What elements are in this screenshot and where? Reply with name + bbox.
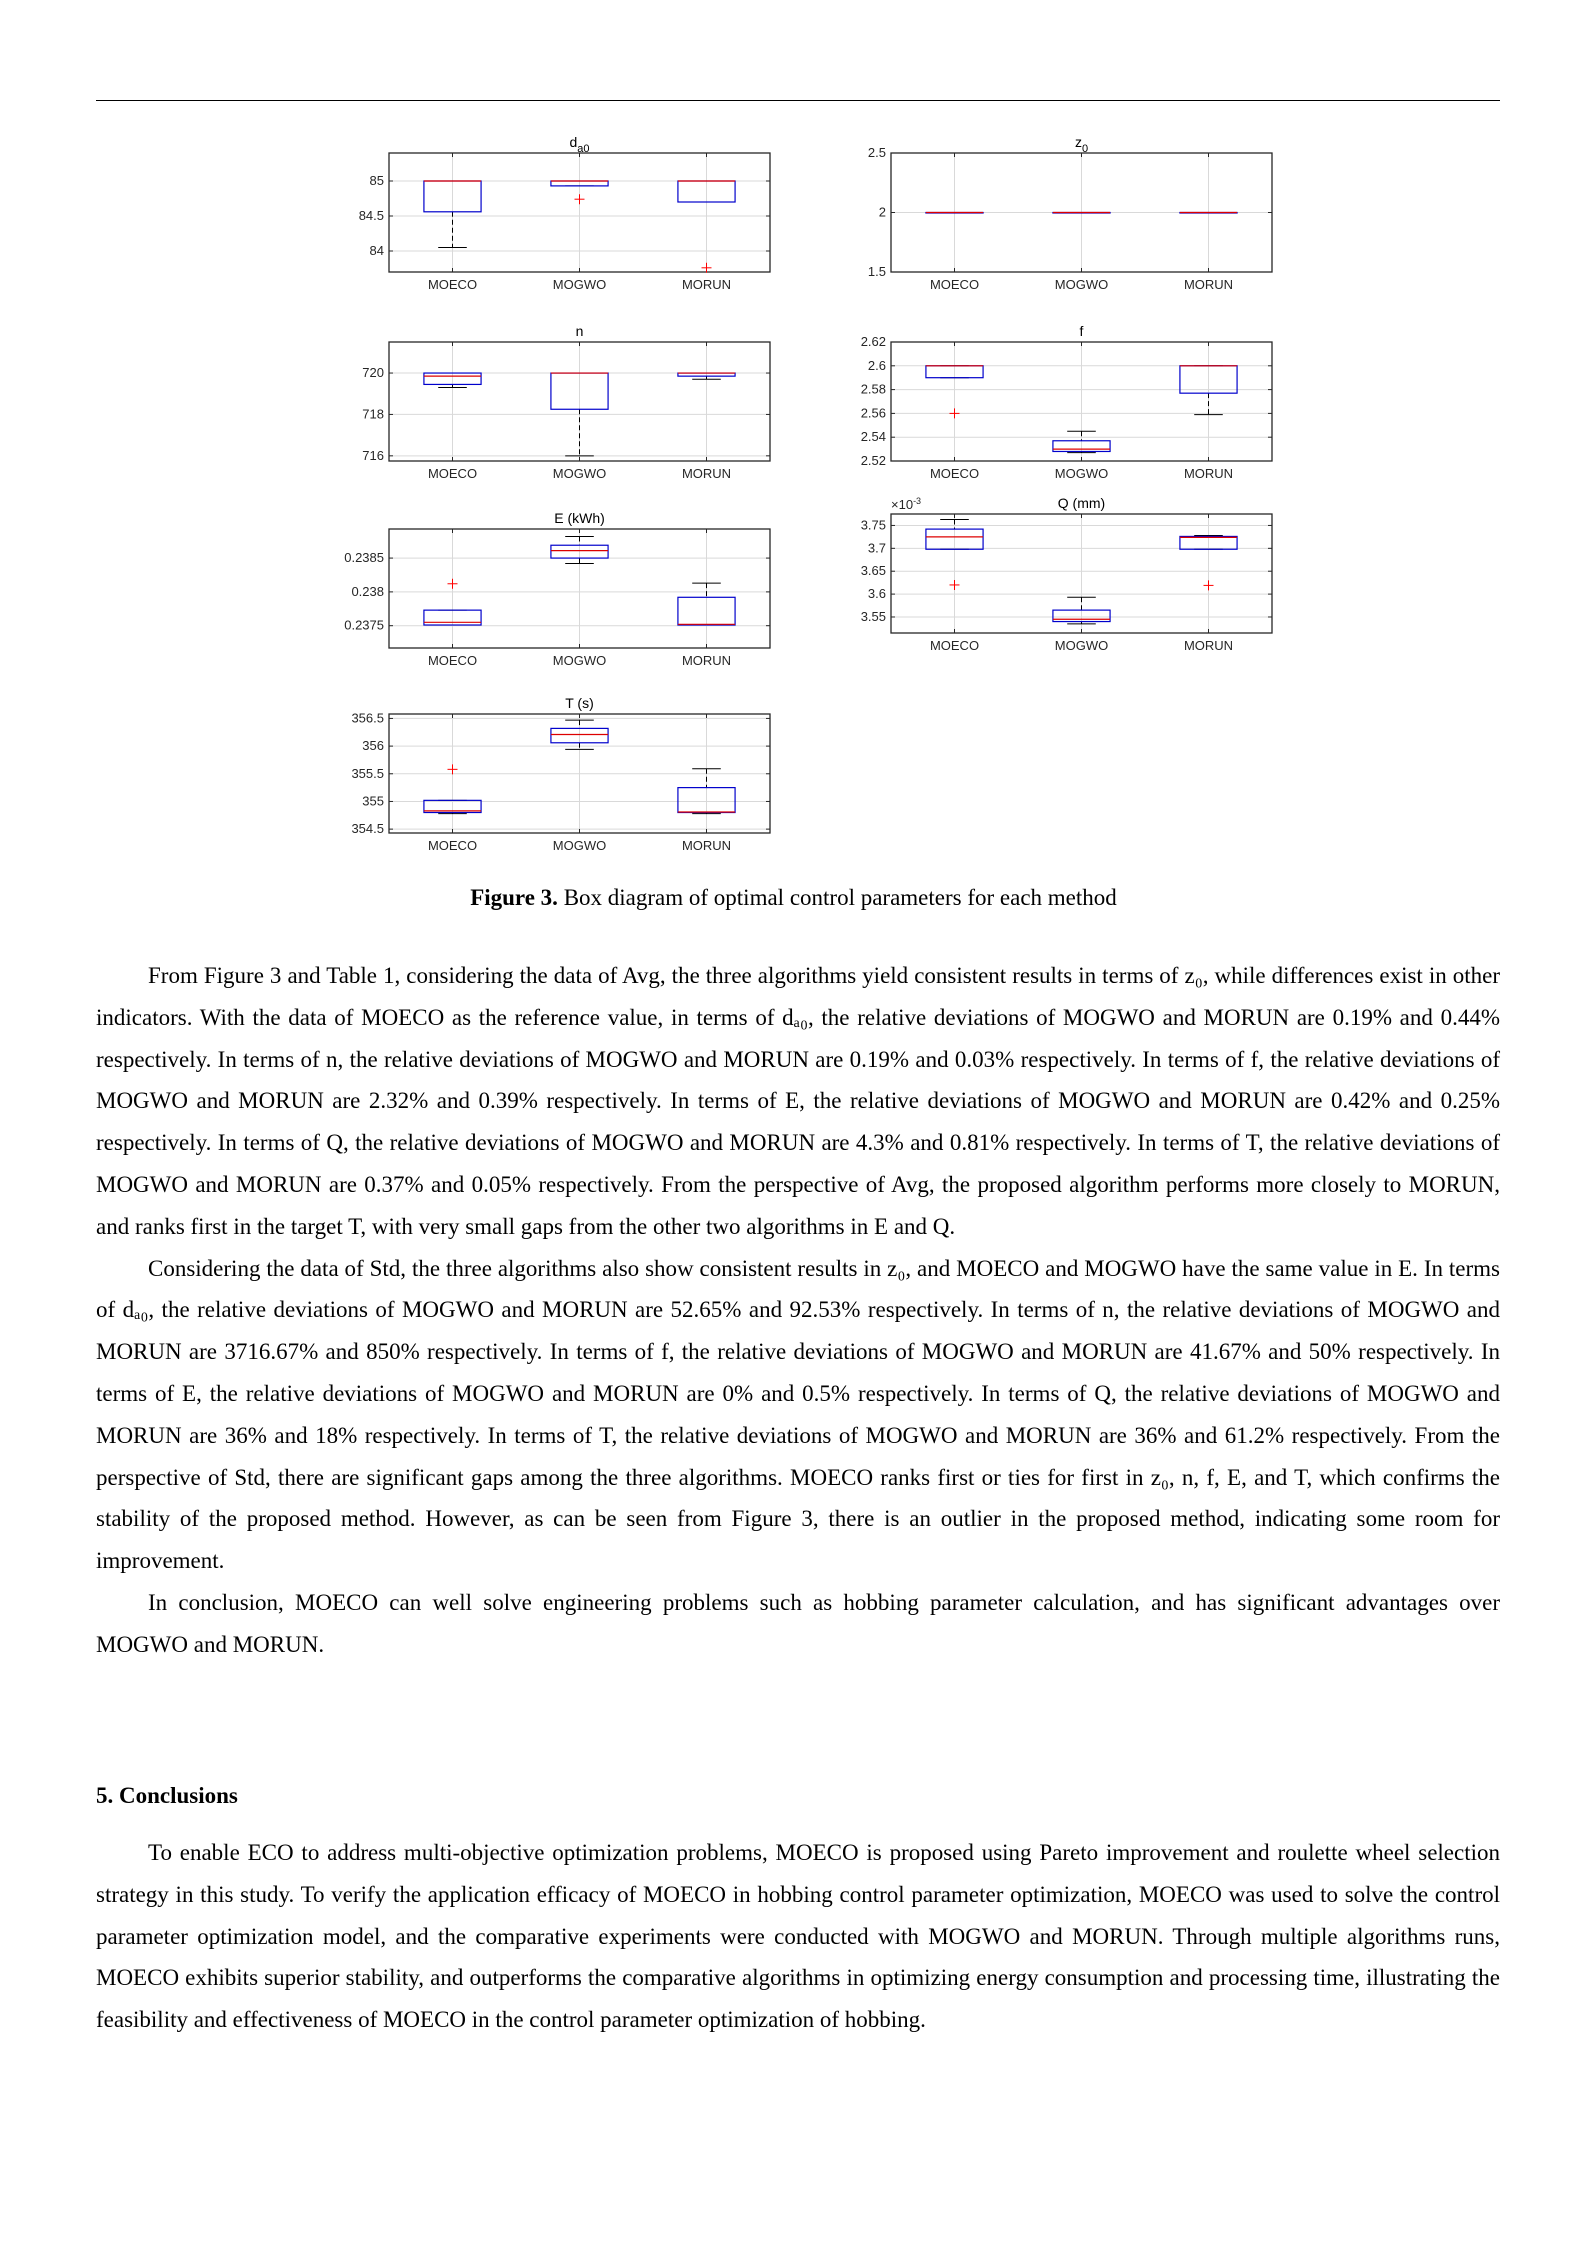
figure-label: Figure 3. (470, 885, 558, 910)
svg-text:2: 2 (878, 204, 886, 220)
svg-text:355.5: 355.5 (351, 765, 384, 781)
svg-text:n: n (575, 323, 584, 339)
svg-text:354.5: 354.5 (351, 821, 384, 837)
svg-text:MORUN: MORUN (681, 466, 732, 481)
figure-caption (0, 885, 1587, 911)
svg-text:3.55: 3.55 (860, 608, 886, 624)
svg-text:2.5: 2.5 (867, 145, 886, 160)
svg-text:0.2385: 0.2385 (344, 550, 384, 566)
svg-text:z0: $z_0$ (1074, 134, 1089, 155)
svg-text:MOGWO: MOGWO (552, 466, 607, 481)
svg-text:MOGWO: MOGWO (552, 838, 607, 853)
results-discussion (96, 955, 1500, 1666)
svg-text:2.6: 2.6 (867, 357, 886, 373)
boxplot-n (362, 323, 770, 491)
svg-text:356: 356 (362, 738, 384, 754)
svg-text:85: 85 (369, 173, 384, 188)
boxplot-E (344, 510, 770, 678)
svg-text:MORUN: MORUN (1183, 466, 1234, 481)
svg-text:MOGWO: MOGWO (1054, 638, 1109, 653)
boxplot-T (351, 695, 770, 863)
svg-text:MORUN: MORUN (1183, 277, 1234, 292)
boxplot-f (860, 323, 1272, 491)
boxplot-Q (860, 495, 1272, 663)
svg-text:0.238: 0.238 (351, 583, 384, 599)
paragraph-std: Considering the data of Std, the three algorithms also show consistent results in z₀, and MOECO and MOGWO have the same value in E. In terms of dₐ₀, the relative deviations of MOGWO and MORUN are 52.65% and 92.53% respectively. In terms of n, the relative deviations of MOGWO and MORUN are 3716.67% and 850% respectively. In terms of f, the relative deviations of MOGWO and MORUN are 41.67% and 50% respectively. In terms of E, the relative deviations of MOGWO and MORUN are 0% and 0.5% respectively. In terms of Q, the relative deviations of MOGWO and MORUN are 36% and 18% respectively. In terms of T, the relative deviations of MOGWO and MORUN are 36% and 61.2% respectively. From the perspective of Std, there are significant gaps among the three algorithms. MOECO ranks first or ties for first in z₀, n, f, E, and T, which confirms the stability of the proposed method. However, as can be seen from Figure 3, there is an outlier in the proposed method, indicating some room for improvement. (96, 1255, 1500, 1574)
svg-text:MOGWO: MOGWO (552, 277, 607, 292)
svg-text:MORUN: MORUN (1183, 638, 1234, 653)
svg-text:355: 355 (362, 793, 384, 809)
svg-text:1.5: 1.5 (867, 264, 886, 279)
svg-text:356.5: 356.5 (351, 710, 384, 726)
svg-text:3.75: 3.75 (860, 517, 886, 533)
svg-text:MOECO: MOECO (427, 838, 478, 853)
paragraph-avg: From Figure 3 and Table 1, considering the data of Avg, the three algorithms yield consistent results in terms of z₀, while differences exist in other indicators. With the data of MOECO as the reference value, in terms of dₐ₀, the relative deviations of MOGWO and MORUN are 0.19% and 0.44% respectively. In terms of n, the relative deviations of MOGWO and MORUN are 0.19% and 0.03% respectively. In terms of f, the relative deviations of MOGWO and MORUN are 2.32% and 0.39% respectively. In terms of E, the relative deviations of MOGWO and MORUN are 0.42% and 0.25% respectively. In terms of Q, the relative deviations of MOGWO and MORUN are 4.3% and 0.81% respectively. In terms of T, the relative deviations of MOGWO and MORUN are 0.37% and 0.05% respectively. From the perspective of Avg, the proposed algorithm performs more closely to MORUN, and ranks first in the target T, with very small gaps from the other two algorithms in E and Q. (96, 963, 1500, 1239)
svg-text:718: 718 (362, 406, 384, 422)
svg-text:3.6: 3.6 (867, 586, 886, 602)
svg-text:2.62: 2.62 (860, 334, 886, 349)
section-heading-conclusions: 5. Conclusions (96, 1783, 238, 1808)
svg-text:f: f (1079, 323, 1084, 339)
svg-text:2.54: 2.54 (860, 429, 886, 445)
svg-text:84: 84 (369, 243, 384, 258)
svg-text:MOECO: MOECO (427, 466, 478, 481)
svg-text:3.65: 3.65 (860, 563, 886, 579)
svg-text:Q (mm): Q (mm) (1057, 495, 1106, 511)
svg-text:×10-3: $\times 10^{-3}$ (891, 496, 922, 512)
svg-text:MOECO: MOECO (929, 638, 980, 653)
svg-text:E (kWh): E (kWh) (554, 510, 605, 526)
svg-text:MOECO: MOECO (427, 653, 478, 668)
svg-text:T (s): T (s) (565, 695, 594, 711)
paragraph-conclusions: To enable ECO to address multi-objective optimization problems, MOECO is proposed using Pareto improvement and roulette wheel selection strategy in this study. To verify the application efficacy of MOECO in hobbing control parameter optimization, MOECO was used to solve the control parameter optimization model, and the comparative experiments were conducted with MOGWO and MORUN. Through multiple algorithms runs, MOECO exhibits superior stability, and outperforms the comparative algorithms in optimizing energy consumption and processing time, illustrating the feasibility and effectiveness of MOECO in the control parameter optimization of hobbing. (96, 1840, 1500, 2033)
svg-text:84.5: 84.5 (358, 208, 384, 223)
svg-text:720: 720 (362, 365, 384, 381)
svg-text:MOECO: MOECO (427, 277, 478, 292)
svg-text:MOGWO: MOGWO (1054, 277, 1109, 292)
svg-text:0.2375: 0.2375 (344, 617, 384, 633)
svg-text:MOGWO: MOGWO (552, 653, 607, 668)
svg-text:MORUN: MORUN (681, 277, 732, 292)
svg-text:MORUN: MORUN (681, 838, 732, 853)
svg-text:716: 716 (362, 447, 384, 463)
header-rule (96, 100, 1500, 101)
svg-text:da0: $d_{a0}$ (569, 134, 590, 155)
svg-text:2.58: 2.58 (860, 381, 886, 397)
figure-caption-text: Box diagram of optimal control parameters for each method (557, 885, 1117, 910)
svg-text:MOECO: MOECO (929, 466, 980, 481)
svg-text:2.56: 2.56 (860, 405, 886, 421)
paragraph-conclusion-summary: In conclusion, MOECO can well solve engineering problems such as hobbing parameter calculation, and has significant advantages over MOGWO and MORUN. (96, 1589, 1500, 1657)
boxplot-da0 (358, 134, 770, 302)
svg-text:MORUN: MORUN (681, 653, 732, 668)
svg-text:MOGWO: MOGWO (1054, 466, 1109, 481)
svg-text:3.7: 3.7 (867, 540, 886, 556)
svg-text:MOECO: MOECO (929, 277, 980, 292)
boxplot-z0 (867, 134, 1272, 302)
svg-text:2.52: 2.52 (860, 453, 886, 468)
conclusions-section (96, 1832, 1500, 2041)
